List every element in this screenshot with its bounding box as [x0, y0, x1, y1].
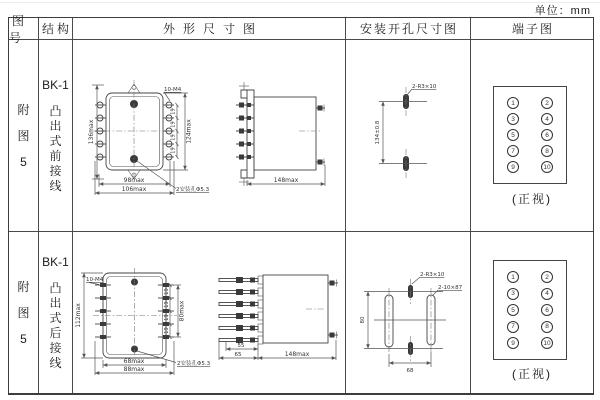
label-mounting-holes: 2安装孔Φ5.3	[177, 361, 211, 367]
label-slots-long: 2-10×87	[438, 285, 463, 291]
dim-pitch-3: 19	[170, 134, 177, 141]
row2-install-cell	[346, 232, 471, 393]
dim-pitch-2: 19	[164, 301, 170, 308]
side-view	[236, 82, 325, 186]
label-screws: 10-M4	[86, 277, 104, 283]
dim-depth: 148max	[284, 351, 310, 358]
unit-label: 单位：mm	[534, 5, 591, 17]
dim-depth: 148max	[273, 177, 299, 184]
col-header-install: 安装开孔尺寸图	[346, 18, 471, 40]
terminal-pin: 10	[541, 161, 553, 173]
row2-terminal-cell	[471, 232, 593, 393]
terminal-pin: 5	[507, 129, 519, 141]
dim-pitch-3: 19	[164, 314, 170, 321]
col-header-fig-no: 图号	[9, 18, 39, 40]
terminal-pin: 1	[507, 271, 519, 283]
dim-width-outer: 106max	[121, 186, 147, 193]
terminal-pin: 8	[541, 321, 553, 333]
col-header-structure: 结构	[39, 18, 73, 40]
spec-table	[8, 13, 594, 395]
front-studs	[328, 280, 338, 339]
terminal-pin: 4	[541, 288, 553, 300]
terminal-pin: 1	[507, 97, 519, 109]
label-slots: 2-R3×10	[412, 84, 437, 90]
fig-no: 附图5	[17, 102, 30, 169]
dim-stud-len: 55	[237, 343, 245, 349]
terminal-pin: 5	[507, 304, 519, 316]
terminal-pin: 2	[541, 97, 553, 109]
col-header-outline: 外形尺寸图	[73, 18, 346, 40]
rear-studs	[316, 105, 325, 166]
row1-outline-cell	[73, 40, 346, 232]
row2-structure-cell	[39, 232, 73, 393]
front-view	[88, 80, 210, 195]
terminal-pin: 9	[507, 161, 519, 173]
dim-pitch-1: 19	[170, 108, 177, 115]
dim-height-inner: 80max	[178, 300, 186, 322]
dim-pitch-1: 19	[164, 288, 170, 295]
terminal-caption: (正视)	[512, 192, 552, 206]
label-slots-small: 2-R3×10	[420, 272, 445, 278]
structure-model: BK-1	[42, 77, 69, 92]
terminal-pin: 3	[507, 288, 519, 300]
terminal-pin: 7	[507, 321, 519, 333]
row2-install-drawing	[346, 232, 471, 393]
terminal-caption: (正视)	[512, 367, 552, 381]
row1-install-drawing	[346, 40, 471, 232]
row2-fig-no-cell	[9, 232, 39, 393]
row1-terminal-cell	[471, 40, 593, 232]
structure-desc: 凸出式前接线	[49, 103, 62, 193]
side-view	[219, 275, 338, 360]
terminal-pin: 10	[541, 337, 553, 349]
terminal-diagram	[493, 86, 567, 184]
page-top-hairline	[0, 2, 600, 3]
row1-fig-no-cell	[9, 40, 39, 232]
front-view	[75, 268, 211, 375]
dim-hole-spacing: 80	[360, 316, 366, 324]
terminal-diagram	[493, 260, 567, 360]
row2-outline-drawing	[73, 232, 346, 393]
terminal-pin: 4	[541, 113, 553, 125]
dim-width-inner: 98max	[123, 177, 145, 184]
row2-outline-cell	[73, 232, 346, 393]
structure-model: BK-1	[42, 254, 69, 269]
dim-pitch-4: 19	[164, 327, 170, 334]
col-header-terminal: 端子图	[471, 18, 593, 40]
label-screws: 10-M4	[164, 87, 182, 93]
terminal-pin: 7	[507, 145, 519, 157]
dim-hole-spacing: 134±0.8	[375, 120, 381, 145]
terminal-pin: 9	[507, 337, 519, 349]
dim-pitch-4: 19	[170, 147, 177, 154]
row1-install-cell	[346, 40, 471, 232]
row1-outline-drawing	[73, 40, 346, 232]
rear-studs-long	[219, 276, 263, 344]
dim-width-outer: 88max	[123, 366, 145, 373]
terminal-pin: 3	[507, 113, 519, 125]
terminal-pin: 8	[541, 145, 553, 157]
label-mounting-holes: 2安装孔Φ5.3	[176, 187, 210, 193]
dim-height-inner: 124max	[185, 119, 193, 144]
side-terminals	[236, 103, 254, 160]
dim-slot-spacing: 68	[406, 368, 414, 374]
dim-height-outer: 136max	[88, 119, 95, 145]
dim-width-inner: 68max	[123, 358, 145, 365]
terminal-pin: 2	[541, 271, 553, 283]
row1-structure-cell	[39, 40, 73, 232]
dim-pitch-2: 19	[170, 121, 177, 128]
structure-desc: 凸出式后接线	[49, 280, 62, 370]
fig-no: 附图5	[17, 279, 30, 346]
terminal-pin: 6	[541, 129, 553, 141]
dim-height-outer: 112max	[75, 303, 82, 328]
dim-stud-len-outer: 65	[234, 352, 242, 358]
terminal-pin: 6	[541, 304, 553, 316]
